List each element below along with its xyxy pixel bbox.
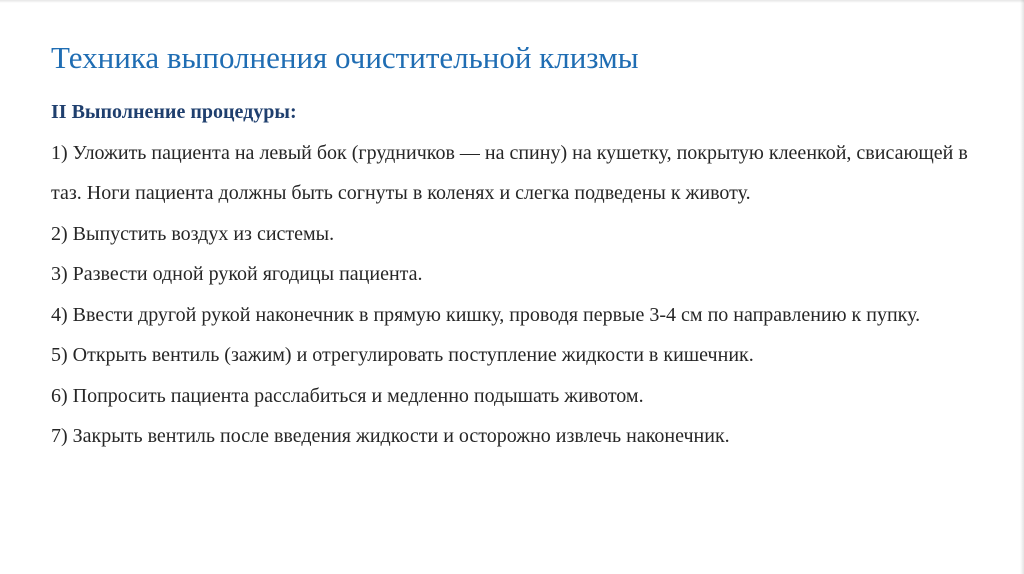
procedure-step-5: 5) Открыть вентиль (зажим) и отрегулировать поступление жидкости в кишечник. — [51, 344, 754, 366]
procedure-step-2: 2) Выпустить воздух из системы. — [51, 222, 335, 245]
procedure-steps — [51, 133, 981, 457]
slide-title: Техника выполнения очистительной клизмы — [51, 40, 639, 75]
procedure-step-1: 1) Уложить пациента на левый бок (грудничков — на спину) на кушетку, покрытую клеенкой, свисающей в таз. Ноги пациента должны быть согнуты в коленях и слегка подведены к животу. — [51, 141, 968, 204]
slide-right-edge — [1020, 0, 1024, 574]
section-heading: II Выполнение процедуры: — [51, 101, 297, 123]
procedure-step-3: 3) Развести одной рукой ягодицы пациента. — [51, 263, 423, 285]
procedure-step-6: 6) Попросить пациента расслабиться и медленно подышать животом. — [51, 384, 644, 407]
slide-body — [51, 92, 981, 457]
procedure-step-4: 4) Ввести другой рукой наконечник в прямую кишку, проводя первые 3-4 см по направлению к пупку. — [51, 303, 921, 326]
procedure-step-7: 7) Закрыть вентиль после введения жидкости и осторожно извлечь наконечник. — [51, 425, 730, 447]
slide-top-edge — [0, 0, 1024, 3]
